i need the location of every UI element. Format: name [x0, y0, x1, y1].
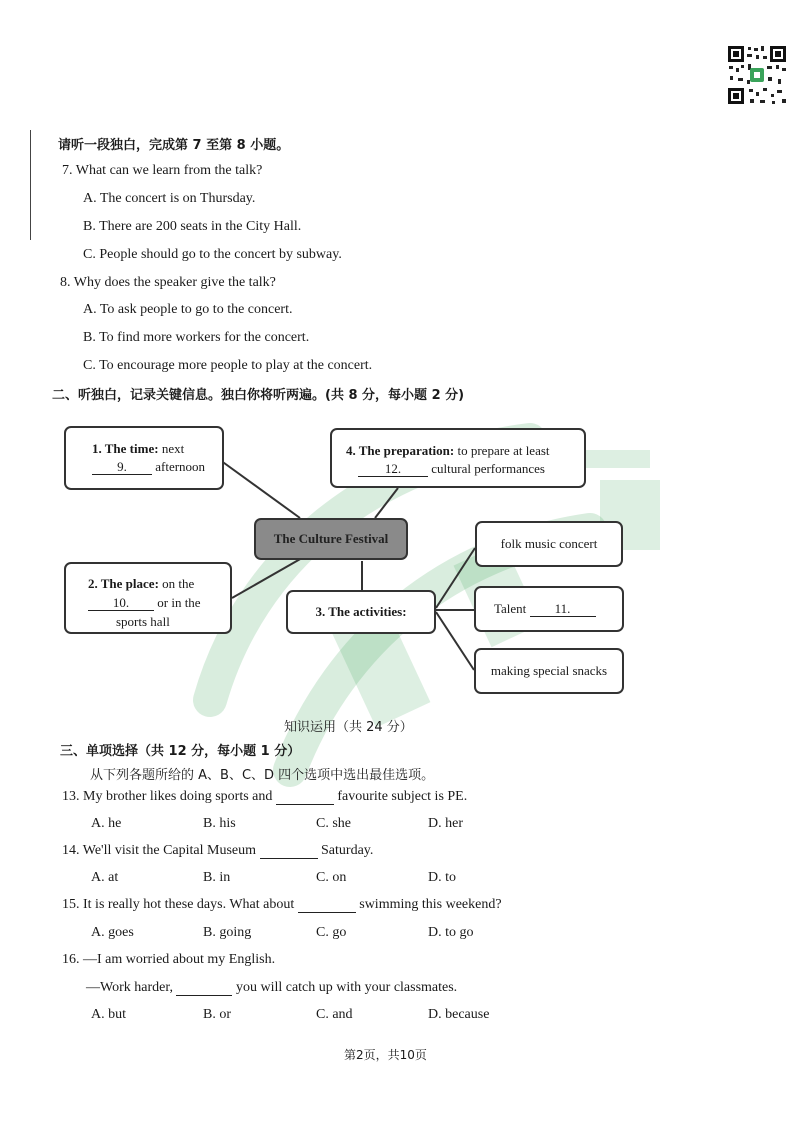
- q14-blank[interactable]: [260, 844, 318, 859]
- place-text-line3: sports hall: [116, 614, 170, 629]
- q16-option-d[interactable]: D. because: [428, 1007, 490, 1022]
- q7-stem: 7. What can we learn from the talk?: [62, 163, 263, 178]
- q13-option-a[interactable]: A. he: [91, 816, 122, 831]
- q8-stem: 8. Why does the speaker give the talk?: [60, 275, 276, 290]
- page-number: 第2页，共10页: [344, 1048, 427, 1062]
- place-blank-10[interactable]: 10.: [88, 596, 154, 611]
- q13-option-d[interactable]: D. her: [428, 816, 463, 831]
- section3-heading: 三、单项选择（共 12 分，每小题 1 分）: [60, 744, 301, 759]
- knowledge-section-title: 知识运用（共 24 分）: [284, 720, 413, 735]
- time-text-before: next: [161, 441, 185, 456]
- q15-option-d[interactable]: D. to go: [428, 925, 474, 940]
- q15-option-a[interactable]: A. goes: [91, 925, 134, 940]
- q16-line1: 16. —I am worried about my English.: [62, 952, 276, 967]
- q15-stem: [62, 897, 502, 913]
- activity-talent-box: [474, 586, 624, 632]
- diagram-time-box: [64, 426, 224, 490]
- preparation-label: 4. The preparation:: [346, 443, 455, 458]
- q13-blank[interactable]: [276, 790, 334, 805]
- diagram-center-box: [254, 518, 408, 560]
- activity-talent-text: Talent: [494, 601, 527, 616]
- section2-heading: 二、听独白，记录关键信息。独白你将听两遍。(共 8 分，每小题 2 分): [52, 388, 465, 403]
- place-text-before: on the: [162, 576, 195, 591]
- q15-option-b[interactable]: B. going: [203, 925, 252, 940]
- q8-option-b: B. To find more workers for the concert.: [83, 330, 310, 345]
- activity-snacks-box: [474, 648, 624, 694]
- q15-blank[interactable]: [298, 898, 356, 913]
- q14-stem: [62, 843, 373, 859]
- q8-option-c: C. To encourage more people to play at the concert.: [83, 358, 373, 373]
- q7-option-b: B. There are 200 seats in the City Hall.: [83, 219, 302, 234]
- section3-instruction: 从下列各题所给的 A、B、C、D 四个选项中选出最佳选项。: [90, 768, 435, 783]
- place-label: 2. The place:: [88, 576, 159, 591]
- q14-option-a[interactable]: A. at: [91, 870, 119, 885]
- time-blank-9[interactable]: 9.: [92, 460, 152, 475]
- activity-folk-box: [475, 521, 623, 567]
- preparation-text-before: to prepare at least: [457, 443, 550, 458]
- listening-intro: 请听一段独白，完成第 7 至第 8 小题。: [58, 138, 290, 153]
- q16-option-a[interactable]: A. but: [91, 1007, 126, 1022]
- q7-option-c: C. People should go to the concert by subway.: [83, 247, 342, 262]
- time-text-after: afternoon: [155, 459, 206, 474]
- q13-stem-after: favourite subject is PE.: [337, 789, 468, 804]
- diagram-preparation-box: [330, 428, 586, 488]
- diagram-center-title: The Culture Festival: [273, 531, 389, 546]
- q16-option-b[interactable]: B. or: [203, 1007, 231, 1022]
- q14-stem-after: Saturday.: [321, 843, 374, 858]
- q15-stem-before: 15. It is really hot these days. What about: [62, 897, 295, 912]
- q13-option-b[interactable]: B. his: [203, 816, 236, 831]
- q16-line2-before: —Work harder,: [86, 980, 173, 995]
- q13-stem-before: 13. My brother likes doing sports and: [62, 789, 273, 804]
- activity-folk-text: folk music concert: [500, 536, 598, 551]
- activities-label: 3. The activities:: [315, 604, 407, 619]
- q14-option-b[interactable]: B. in: [203, 870, 231, 885]
- q15-stem-after: swimming this weekend?: [359, 897, 502, 912]
- q14-stem-before: 14. We'll visit the Capital Museum: [62, 843, 257, 858]
- diagram-place-box: [64, 562, 232, 634]
- q13-stem: [62, 789, 467, 805]
- q16-line2: [86, 980, 457, 996]
- time-label: 1. The time:: [92, 441, 159, 456]
- q16-line2-after: you will catch up with your classmates.: [235, 980, 458, 995]
- q8-option-a: A. To ask people to go to the concert.: [83, 302, 293, 317]
- q7-option-a: A. The concert is on Thursday.: [83, 191, 256, 206]
- preparation-blank-12[interactable]: 12.: [358, 462, 428, 477]
- diagram-activities-box: [286, 590, 436, 634]
- q16-option-c[interactable]: C. and: [316, 1007, 353, 1022]
- q14-option-c[interactable]: C. on: [316, 870, 347, 885]
- q16-blank[interactable]: [176, 981, 232, 996]
- preparation-text-after: cultural performances: [431, 461, 545, 476]
- talent-blank-11[interactable]: 11.: [530, 602, 596, 617]
- q15-option-c[interactable]: C. go: [316, 925, 347, 940]
- q14-option-d[interactable]: D. to: [428, 870, 456, 885]
- activity-snacks-text: making special snacks: [490, 663, 608, 678]
- q13-option-c[interactable]: C. she: [316, 816, 351, 831]
- place-text-after: or in the: [157, 595, 201, 610]
